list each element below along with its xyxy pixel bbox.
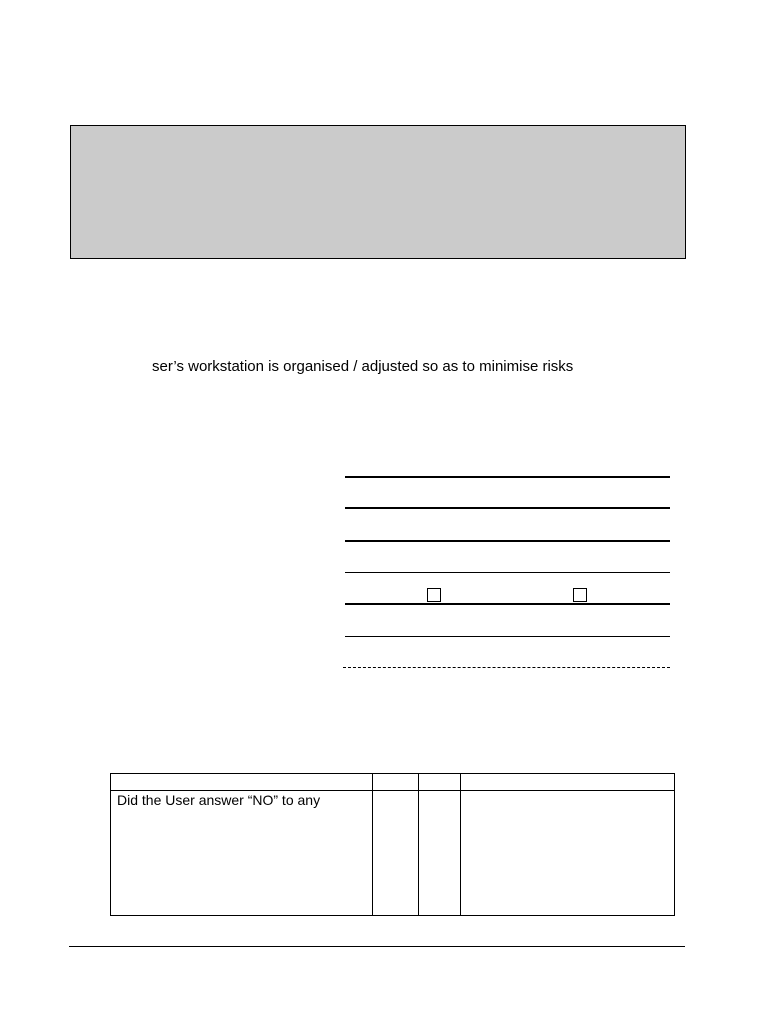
header-question bbox=[111, 774, 373, 791]
footer-divider bbox=[69, 946, 685, 947]
table-row bbox=[111, 791, 675, 916]
title-banner bbox=[70, 125, 686, 259]
form-line-2 bbox=[345, 507, 670, 509]
header-comments bbox=[461, 774, 675, 791]
question-cell bbox=[111, 791, 373, 916]
header-no bbox=[419, 774, 461, 791]
form-line-1 bbox=[345, 476, 670, 478]
form-line-4 bbox=[345, 572, 670, 573]
no-checkbox[interactable] bbox=[573, 588, 587, 602]
form-line-5 bbox=[345, 603, 670, 605]
intro-statement: ser’s workstation is organised / adjusted so as to minimise risks bbox=[152, 358, 574, 375]
comments-cell[interactable] bbox=[461, 791, 675, 916]
yes-checkbox[interactable] bbox=[427, 588, 441, 602]
form-line-3 bbox=[345, 540, 670, 542]
header-yes bbox=[373, 774, 419, 791]
yes-cell[interactable] bbox=[373, 791, 419, 916]
form-line-6 bbox=[345, 636, 670, 637]
no-cell[interactable] bbox=[419, 791, 461, 916]
question-text: Did the User answer “NO” to any bbox=[117, 792, 321, 808]
assessment-table bbox=[110, 773, 675, 916]
form-line-dashed bbox=[343, 667, 670, 668]
table-header-row bbox=[111, 774, 675, 791]
